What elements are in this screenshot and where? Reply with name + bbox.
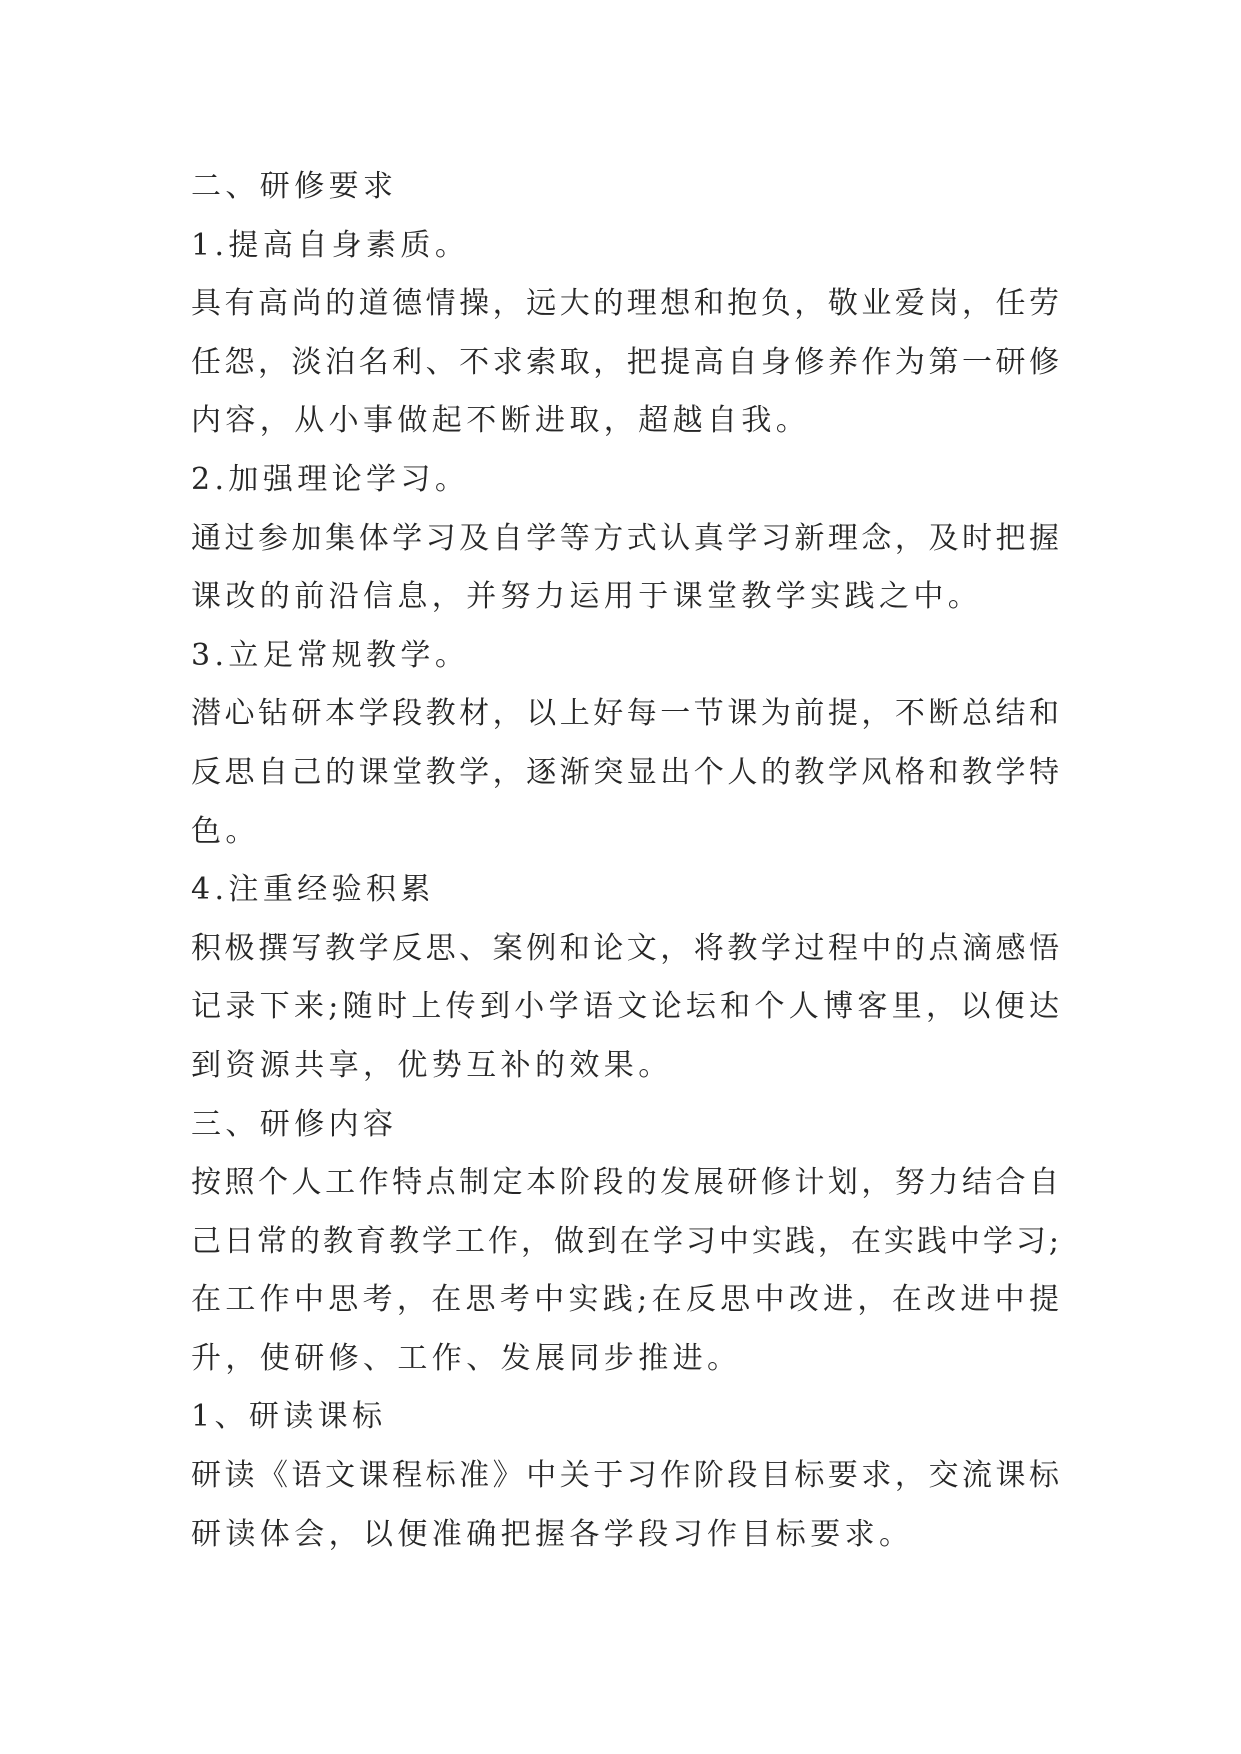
text-line: 1.提高自身素质。 <box>191 227 470 263</box>
text-line: 记录下来;随时上传到小学语文论坛和个人博客里，以便达 <box>191 989 1059 1025</box>
text-line: 己日常的教育教学工作，做到在学习中实践，在实践中学习; <box>191 1223 1059 1259</box>
document-body <box>191 158 1059 1564</box>
text-line: 到资源共享，优势互补的效果。 <box>191 1047 673 1083</box>
text-line: 3.立足常规教学。 <box>191 637 470 673</box>
text-line: 通过参加集体学习及自学等方式认真学习新理念，及时把握 <box>191 520 1059 556</box>
text-line: 反思自己的课堂教学，逐渐突显出个人的教学风格和教学特 <box>191 754 1059 790</box>
text-line: 任怨，淡泊名利、不求索取，把提高自身修养作为第一研修 <box>191 344 1059 380</box>
text-line: 在工作中思考，在思考中实践;在反思中改进，在改进中提 <box>191 1282 1059 1318</box>
text-line: 研读体会，以便准确把握各学段习作目标要求。 <box>191 1516 914 1552</box>
text-line: 课改的前沿信息，并努力运用于课堂教学实践之中。 <box>191 579 983 615</box>
text-line: 4.注重经验积累 <box>191 872 435 908</box>
text-line: 按照个人工作特点制定本阶段的发展研修计划，努力结合自 <box>191 1165 1059 1201</box>
text-line: 2.加强理论学习。 <box>191 461 470 497</box>
text-line: 色。 <box>191 813 260 849</box>
text-line: 具有高尚的道德情操，远大的理想和抱负，敬业爱岗，任劳 <box>191 286 1059 322</box>
text-line: 三、研修内容 <box>191 1106 398 1142</box>
text-line: 研读《语文课程标准》中关于习作阶段目标要求，交流课标 <box>191 1458 1059 1494</box>
text-line: 积极撰写教学反思、案例和论文，将教学过程中的点滴感悟 <box>191 930 1059 966</box>
text-line: 1、研读课标 <box>191 1399 387 1435</box>
text-line: 潜心钻研本学段教材，以上好每一节课为前提，不断总结和 <box>191 696 1059 732</box>
text-line: 升，使研修、工作、发展同步推进。 <box>191 1340 742 1376</box>
text-line: 内容，从小事做起不断进取，超越自我。 <box>191 403 811 439</box>
text-line: 二、研修要求 <box>191 169 398 204</box>
